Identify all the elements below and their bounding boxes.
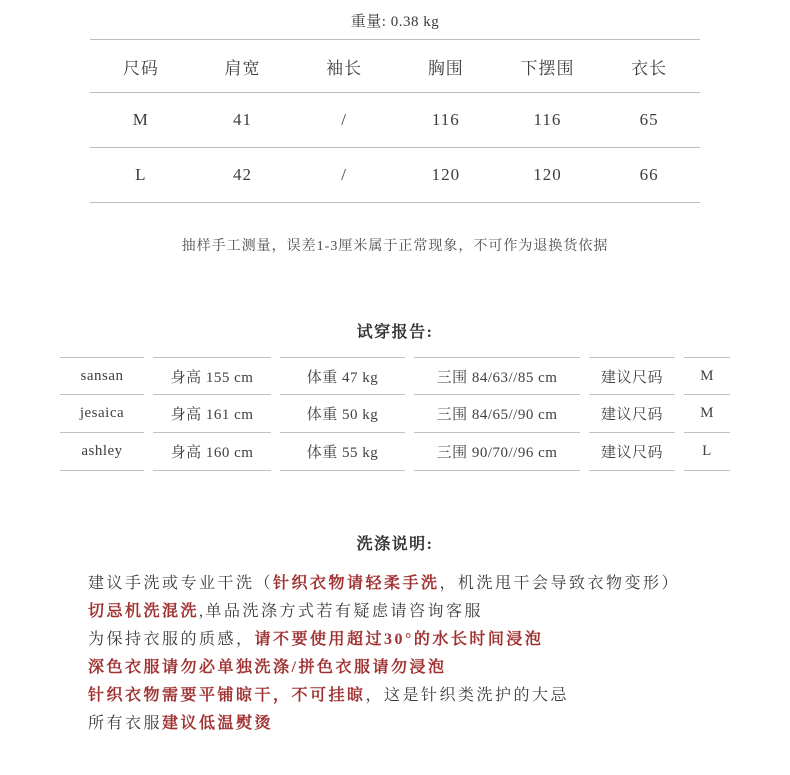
suggested-size-label: 建议尺码 [589, 433, 675, 471]
washing-text-emphasis: 切忌机洗混洗 [88, 603, 200, 620]
size-value: M [132, 110, 149, 129]
weight-label: 重量: 0.38 kg [350, 14, 440, 30]
sleeve-value: / [341, 165, 348, 184]
model-name: ashley [60, 433, 144, 471]
model-measurements: 三围 84/63//85 cm [414, 357, 580, 395]
washing-text: ，机洗甩干会导致衣物变形） [439, 575, 681, 592]
washing-text-emphasis: 深色衣服请勿必单独洗涤/拼色衣服请勿浸泡 [88, 659, 447, 676]
model-name: sansan [60, 357, 144, 395]
fitting-row-ashley [60, 433, 730, 471]
size-table-header-bust: 胸围 [427, 58, 464, 78]
washing-text-emphasis: 针织衣物需要平铺晾干，不可挂晾 [88, 687, 366, 704]
washing-line-1 [88, 574, 790, 593]
suggested-size-label: 建议尺码 [589, 357, 675, 395]
washing-line-5 [88, 686, 790, 705]
washing-text: 所有衣服 [88, 715, 163, 732]
hem-value: 120 [533, 165, 562, 184]
length-value: 65 [639, 110, 659, 129]
suggested-size-value: M [684, 395, 730, 433]
washing-text-emphasis: 针织衣物请轻柔手洗 [273, 575, 440, 592]
hem-value: 116 [533, 110, 562, 129]
fitting-row-sansan [60, 357, 730, 395]
fitting-report-table [0, 357, 790, 471]
washing-line-2 [88, 602, 790, 621]
sleeve-value: / [341, 110, 348, 129]
model-measurements: 三围 90/70//96 cm [414, 433, 580, 471]
size-table-header-shoulder: 肩宽 [224, 58, 261, 78]
washing-title: 洗涤说明: [356, 536, 434, 553]
fitting-row-jesaica [60, 395, 730, 433]
shoulder-value: 41 [232, 110, 252, 129]
suggested-size-value: M [684, 357, 730, 395]
washing-instructions [88, 574, 790, 733]
shoulder-value: 42 [232, 165, 252, 184]
model-name: jesaica [60, 395, 144, 433]
washing-line-6 [88, 714, 790, 733]
suggested-size-value: L [684, 433, 730, 471]
washing-line-4 [88, 658, 790, 677]
measurement-note: 抽样手工测量，误差1-3厘米属于正常现象，不可作为退换货依据 [181, 239, 609, 254]
suggested-size-label: 建议尺码 [589, 395, 675, 433]
bust-value: 116 [431, 110, 460, 129]
model-weight: 体重 47 kg [280, 357, 405, 395]
size-table-header-size: 尺码 [122, 58, 159, 78]
washing-text: ，这是针织类洗护的大忌 [365, 687, 570, 704]
washing-text-emphasis: 请不要使用超过30°的水长时间浸泡 [254, 631, 544, 648]
size-table-header-hem: 下摆围 [520, 58, 575, 78]
size-value: L [135, 165, 147, 184]
washing-text: ,单品洗涤方式若有疑虑请咨询客服 [199, 603, 484, 620]
model-height: 身高 161 cm [153, 395, 271, 433]
size-table-header-sleeve: 袖长 [326, 58, 363, 78]
model-weight: 体重 50 kg [280, 395, 405, 433]
size-table-row-l [90, 148, 700, 203]
size-table-header-length: 衣长 [631, 58, 668, 78]
washing-text: 建议手洗或专业干洗（ [88, 575, 274, 592]
model-weight: 体重 55 kg [280, 433, 405, 471]
washing-line-3 [88, 630, 790, 649]
bust-value: 120 [431, 165, 461, 184]
size-table [90, 39, 700, 203]
model-height: 身高 160 cm [153, 433, 271, 471]
model-height: 身高 155 cm [153, 357, 271, 395]
size-table-header-row [90, 40, 700, 93]
washing-text-emphasis: 建议低温熨烫 [162, 715, 274, 732]
length-value: 66 [639, 165, 659, 184]
model-measurements: 三围 84/65//90 cm [414, 395, 580, 433]
size-table-row-m [90, 93, 700, 148]
fitting-report-title: 试穿报告: [356, 324, 434, 341]
washing-text: 为保持衣服的质感， [88, 631, 255, 648]
